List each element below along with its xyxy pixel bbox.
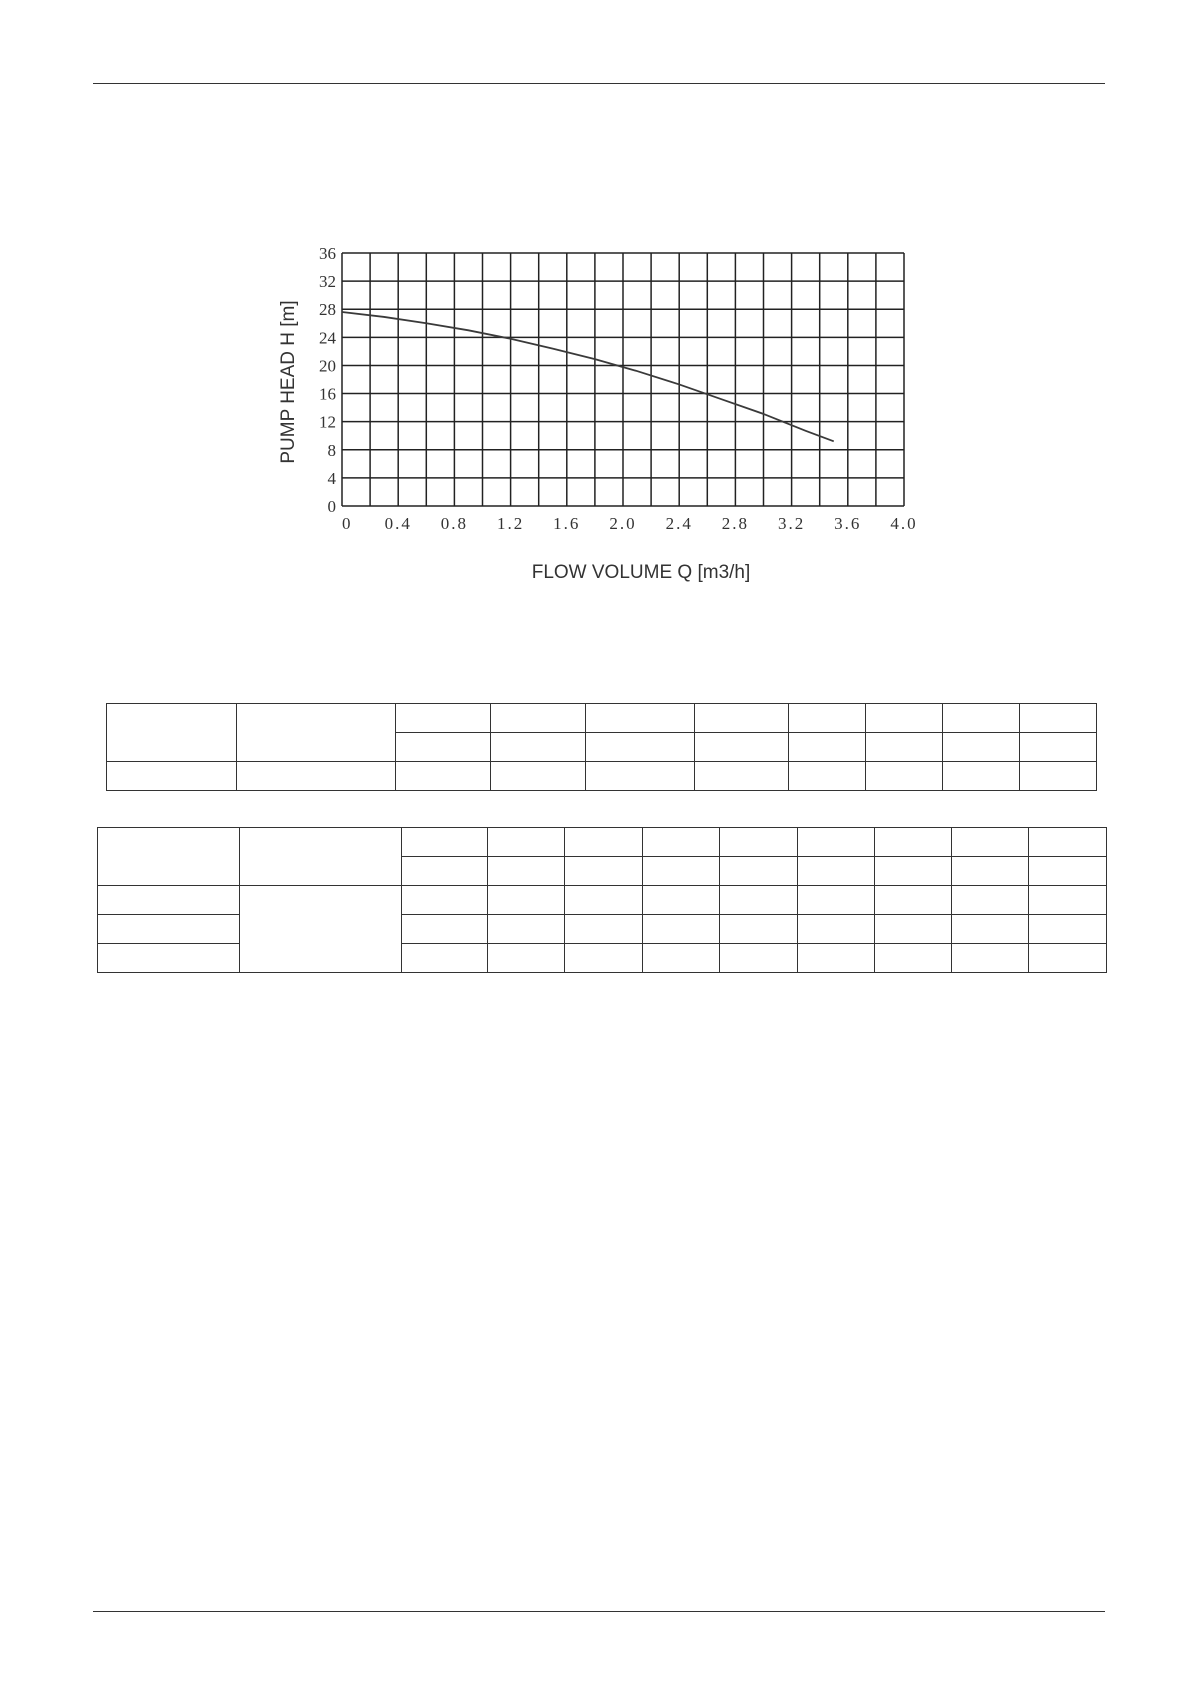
table-cell <box>237 762 396 791</box>
spec-table-1 <box>106 703 1097 791</box>
x-tick-label: 4.0 <box>890 514 918 533</box>
table-cell <box>1029 828 1107 857</box>
table-cell <box>952 944 1029 973</box>
table-cell <box>943 704 1020 733</box>
table-cell <box>402 886 488 915</box>
table-cell <box>1020 704 1097 733</box>
table-cell <box>98 915 240 944</box>
table-cell <box>943 762 1020 791</box>
table-cell <box>866 733 943 762</box>
table-cell <box>798 915 875 944</box>
table-cell <box>952 886 1029 915</box>
table-cell <box>586 762 695 791</box>
y-tick-label: 24 <box>319 328 336 348</box>
x-tick-label: 1.6 <box>553 514 581 533</box>
table-row <box>98 886 1107 915</box>
table-cell <box>488 886 565 915</box>
table-cell <box>237 704 396 762</box>
x-tick-label: 0.4 <box>384 514 412 533</box>
table-cell <box>720 886 798 915</box>
x-tick-label: 0.8 <box>440 514 469 533</box>
table-cell <box>720 915 798 944</box>
x-tick-label: 2.0 <box>609 514 637 533</box>
table-cell <box>488 944 565 973</box>
table-cell <box>875 828 952 857</box>
x-tick-label: 3.6 <box>834 514 862 533</box>
table-cell <box>720 828 798 857</box>
footer-rule <box>93 1611 1105 1612</box>
table-row <box>98 828 1107 857</box>
table-cell <box>643 886 720 915</box>
table-cell <box>107 704 237 762</box>
table-cell <box>402 944 488 973</box>
y-tick-label: 20 <box>319 356 336 376</box>
table-cell <box>798 857 875 886</box>
y-tick-label: 36 <box>319 244 336 263</box>
table-cell <box>643 944 720 973</box>
table-cell <box>586 733 695 762</box>
table-cell <box>107 762 237 791</box>
table-cell <box>1029 944 1107 973</box>
table-cell <box>789 704 866 733</box>
table-cell <box>798 944 875 973</box>
y-tick-label: 16 <box>319 384 336 404</box>
table-cell <box>565 857 643 886</box>
y-axis-title: PUMP HEAD H [m] <box>278 300 299 464</box>
table-cell <box>488 828 565 857</box>
table-cell <box>643 828 720 857</box>
table-cell <box>952 857 1029 886</box>
table-cell <box>1020 762 1097 791</box>
table-cell <box>396 733 491 762</box>
table-cell <box>875 857 952 886</box>
table-cell <box>98 886 240 915</box>
table-cell <box>643 857 720 886</box>
table-cell <box>402 857 488 886</box>
table-cell <box>866 762 943 791</box>
y-tick-label: 32 <box>319 272 336 292</box>
table-cell <box>866 704 943 733</box>
table-cell <box>98 944 240 973</box>
y-tick-label: 0 <box>327 497 336 516</box>
table-cell <box>1020 733 1097 762</box>
table-cell <box>565 915 643 944</box>
chart-grid <box>342 253 904 506</box>
table-cell <box>491 704 586 733</box>
table-cell <box>789 733 866 762</box>
table-cell <box>720 944 798 973</box>
x-tick-labels <box>342 514 918 533</box>
table-cell <box>943 733 1020 762</box>
spec-table-2 <box>97 827 1107 973</box>
table-cell <box>1029 857 1107 886</box>
y-tick-label: 8 <box>327 440 336 460</box>
y-tick-label: 12 <box>319 412 336 432</box>
table-cell <box>98 828 240 886</box>
table-cell <box>396 704 491 733</box>
table-cell <box>402 828 488 857</box>
table-cell <box>488 857 565 886</box>
table-row <box>107 762 1097 791</box>
table-row <box>107 704 1097 733</box>
x-tick-label: 2.8 <box>721 514 750 533</box>
x-tick-label: 2.4 <box>665 514 693 533</box>
table-cell <box>396 762 491 791</box>
y-tick-label: 28 <box>319 300 336 320</box>
table-cell <box>565 828 643 857</box>
table-cell <box>798 828 875 857</box>
table-cell <box>695 733 789 762</box>
y-tick-label: 4 <box>327 468 336 488</box>
table-cell <box>695 762 789 791</box>
table-cell <box>1029 915 1107 944</box>
table-cell <box>875 944 952 973</box>
x-axis-title: FLOW VOLUME Q [m3/h] <box>531 562 751 583</box>
table-cell <box>491 733 586 762</box>
table-cell <box>1029 886 1107 915</box>
table-cell <box>798 886 875 915</box>
pump-curve-chart <box>0 0 1191 620</box>
table-cell <box>789 762 866 791</box>
x-tick-label: 1.2 <box>496 514 525 533</box>
table-cell <box>565 944 643 973</box>
table-cell <box>952 828 1029 857</box>
table-cell <box>565 886 643 915</box>
table-cell <box>240 828 402 886</box>
x-tick-label: 0 <box>342 514 353 533</box>
table-cell <box>402 915 488 944</box>
table-cell <box>643 915 720 944</box>
y-tick-labels <box>319 244 337 516</box>
table-cell <box>488 915 565 944</box>
table-cell <box>491 762 586 791</box>
x-tick-label: 3.2 <box>777 514 806 533</box>
table-cell <box>240 886 402 973</box>
table-cell <box>586 704 695 733</box>
table-cell <box>952 915 1029 944</box>
table-cell <box>875 915 952 944</box>
table-cell <box>875 886 952 915</box>
table-cell <box>720 857 798 886</box>
table-cell <box>695 704 789 733</box>
